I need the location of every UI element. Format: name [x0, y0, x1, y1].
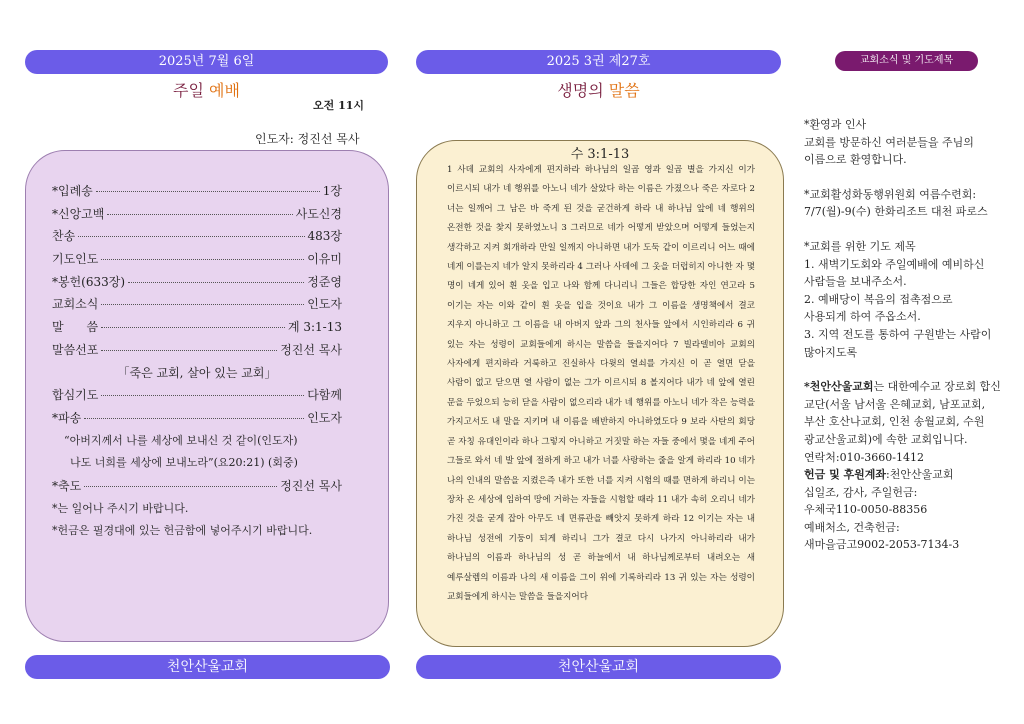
word-title-b: 말씀	[608, 81, 640, 100]
about-line: 광교산울교회)에 속한 교회입니다.	[804, 432, 968, 446]
church-news	[804, 116, 1014, 554]
prayer-line: 1. 새벽기도회와 주일예배에 예비하신	[804, 257, 985, 271]
middle-footer-banner	[416, 655, 781, 679]
prayer-line: 많아지도록	[804, 345, 858, 359]
scripture-reference: 수 3:1-13	[570, 147, 630, 162]
account-line: 십일조, 감사, 주일헌금:	[804, 485, 918, 499]
order-row: *입례송 1장	[52, 184, 342, 198]
news-heading: 교회소식 및 기도제목	[859, 55, 954, 66]
worship-title-b: 예배	[209, 81, 240, 100]
account-heading: 헌금 및 후원계좌:천안산울교회	[804, 468, 954, 482]
order-row: 말씀선포 정진선 목사	[52, 342, 342, 357]
about-line: 교단(서울 남서울 은혜교회, 남포교회,	[804, 397, 986, 411]
account-line: 예배처소, 건축헌금:	[804, 520, 900, 534]
order-row: 합심기도 다함께	[52, 388, 342, 403]
about-line: 부산 호산나교회, 인천 송월교회, 수원	[804, 415, 985, 429]
welcome-line: 교회를 방문하신 여러분들을 주님의	[804, 135, 974, 149]
order-row: 기도인도 이유미	[52, 252, 342, 267]
church-name: 천안산울교회	[557, 659, 640, 675]
order-row: *파송 인도자	[52, 410, 342, 425]
sermon-title: 「죽은 교회, 살아 있는 교회」	[117, 365, 277, 380]
prayer-line: 3. 지역 전도를 통하여 구원받는 사람이	[804, 327, 992, 341]
news-heading-pill	[835, 51, 978, 71]
order-row: *봉헌(633장) 정준영	[52, 274, 342, 289]
prayer-line: 2. 예배당이 복음의 접촉점으로	[804, 292, 953, 306]
word-title-a: 생명의	[557, 81, 604, 100]
issue-text: 2025 3권 제27호	[546, 54, 651, 69]
leader-line: 인도자: 정진선 목사	[255, 132, 360, 146]
retreat-line: 7/7(월)-9(수) 한화리조트 대천 파로스	[804, 205, 988, 219]
retreat-heading: *교회활성화동행위원회 여름수련회:	[804, 187, 977, 201]
word-title	[416, 78, 781, 101]
scripture-panel	[416, 140, 784, 647]
service-time: 오전 11시	[313, 99, 365, 112]
sending-verse-line: 나도 너희를 세상에 보내노라”(요20:21) (회중)	[70, 456, 298, 470]
account-line: 우체국110-0050-88356	[804, 503, 928, 517]
account-line: 새마을금고9002-2053-7134-3	[804, 538, 960, 552]
contact-line: 연락처:010-3660-1412	[804, 450, 925, 464]
prayer-heading: *교회를 위한 기도 제목	[804, 239, 916, 253]
church-name: 천안산울교회	[166, 659, 249, 675]
worship-title-a: 주일	[173, 81, 204, 100]
order-row: 찬송 483장	[52, 229, 342, 244]
date-text: 2025년 7월 6일	[158, 54, 255, 69]
sending-verse-line: “아버지께서 나를 세상에 보내신 것 같이(인도자)	[64, 433, 298, 447]
issue-banner	[416, 50, 781, 74]
welcome-heading: *환영과 인사	[804, 118, 867, 131]
order-of-service-list	[52, 182, 342, 545]
order-row: 말 씀 계 3:1-13	[52, 320, 342, 335]
scripture-text: 1 사데 교회의 사자에게 편지하라 하나님의 일곱 영과 일곱 별을 가지신 이가 이르시되 내가 네 행위를 아노니 네가 살았다 하는 이름은 가졌으나 죽은 자로다 2 너는 일깨어 그 남은 바 죽게 된 것을 굳건하게 하라 내 하나님 앞에 네 행위의 온전한 것을 찾지 못하였노니 3 그러므로 네가 어떻게 받았으며 어떻게 들었는지 생각하고 지켜 회개하라 만일 일깨지 아니하면 내가 도둑 같이 이르리니 어느 때에 네게 이를는지 네가 알지 못하리라 4 그러나 사데에 그 옷을 더럽히지 아니한 자 몇 명이 네게 있어 흰 옷을 입고 나와 함께 다니리니 그들은 합당한 자인 연고라 5 이기는 자는 이와 같이 흰 옷을 입을 것이요 내가 그 이름을 생명책에서 결코 지우지 아니하고 그 이름을 내 아버지 앞과 그의 천사들 앞에서 시인하리라 6 귀 있는 자는 성령이 교회들에게 하시는 말씀을 들을지어다 7 빌라델비아 교회의 사자에게 편지하라 거룩하고 진실하사 다윗의 열쇠를 가지신 이 곧 열면 닫을 사람이 없고 닫으면 열 사람이 없는 그가 이르시되 8 볼지어다 내가 네 앞에 열린 문을 두었으되 능히 닫을 사람이 없으리라 내가 네 행위를 아노니 네가 작은 능력을 가지고서도 내 말을 지키며 내 이름을 배반하지 아니하였도다 9 보라 사탄의 회당 곧 자칭 유대인이라 하나 그렇지 아니하고 거짓말 하는 자들 중에서 몇을 네게 주어 그들로 와서 네 발 앞에 절하게 하고 내가 너를 사랑하는 줄을 알게 하리라 10 네가 나의 인내의 말씀을 지켰은즉 내가 또한 너를 지켜 시험의 때를 면하게 하리니 이는 장차 온 세상에 임하여 땅에 거하는 자들을 시험할 때라 11 내가 속히 오리니 네가 가진 것을 굳게 잡아 아무도 네 면류관을 빼앗지 못하게 하라 12 이기는 자는 내 하나님 성전에 기둥이 되게 하리니 그가 결코 다시 나가지 아니하리라 내가 하나님의 이름과 하나님의 성 곧 하늘에서 내 하나님께로부터 내려오는 새 예루살렘의 이름과 나의 새 이름을 그이 위에 기록하리라 13 귀 있는 자는 성령이 교회들에게 하시는 말씀을 들을지어다	[447, 165, 755, 602]
prayer-line: 사용되게 하여 주옵소서.	[804, 310, 921, 324]
standing-note: *는 일어나 주시기 바랍니다.	[52, 501, 189, 515]
prayer-line: 사람들을 보내주소서.	[804, 275, 907, 289]
order-row: *신앙고백 사도신경	[52, 206, 342, 221]
about-line: *천안산울교회는 대한예수교 장로회 합신	[804, 380, 1001, 394]
date-banner	[25, 50, 388, 74]
order-row: 교회소식 인도자	[52, 297, 342, 312]
offering-note: *헌금은 필경대에 있는 헌금함에 넣어주시기 바랍니다.	[52, 524, 313, 538]
welcome-line: 이름으로 환영합니다.	[804, 153, 907, 167]
left-footer-banner	[25, 655, 390, 679]
order-row: *축도 정진선 목사	[52, 478, 342, 493]
about-church-name: *천안산울교회	[804, 380, 874, 394]
